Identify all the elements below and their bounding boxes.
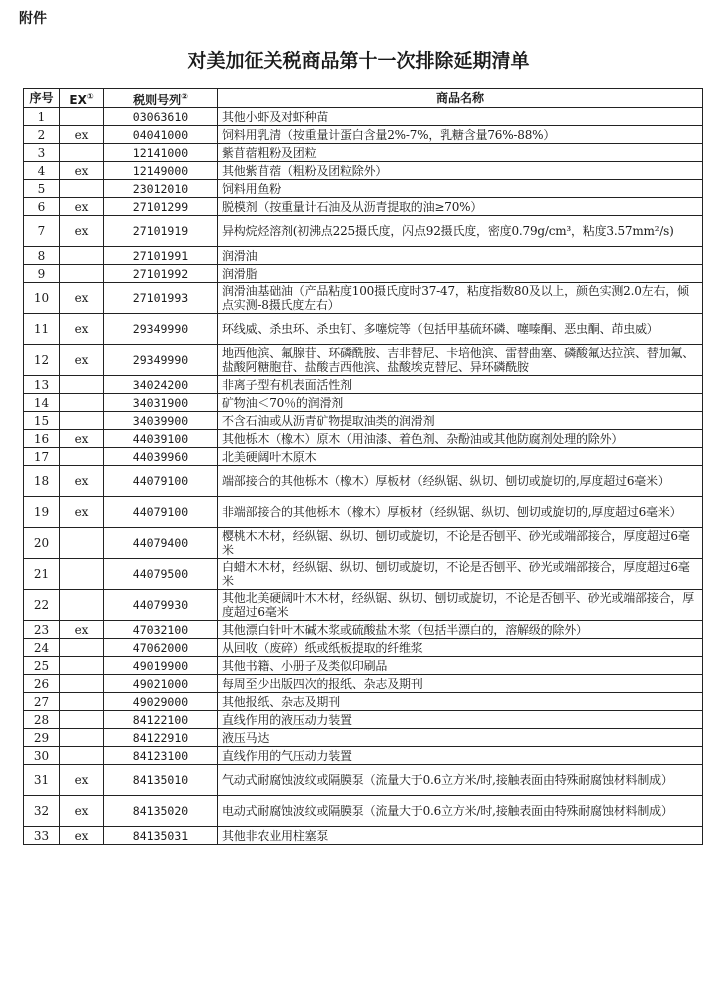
row-index: 25 xyxy=(24,657,60,675)
row-tariff-code: 44039100 xyxy=(104,430,218,448)
row-ex-flag: ex xyxy=(60,466,104,497)
table-row xyxy=(24,497,703,528)
table-row xyxy=(24,376,703,394)
row-tariff-code: 27101299 xyxy=(104,198,218,216)
row-index: 4 xyxy=(24,162,60,180)
table-row xyxy=(24,247,703,265)
row-ex-flag xyxy=(60,711,104,729)
row-tariff-code: 47062000 xyxy=(104,639,218,657)
table-row xyxy=(24,729,703,747)
row-index: 17 xyxy=(24,448,60,466)
row-index: 16 xyxy=(24,430,60,448)
row-tariff-code: 44039960 xyxy=(104,448,218,466)
row-ex-flag xyxy=(60,639,104,657)
header-ex xyxy=(60,89,104,108)
row-ex-flag: ex xyxy=(60,198,104,216)
table-row xyxy=(24,528,703,559)
row-ex-flag xyxy=(60,675,104,693)
row-index: 20 xyxy=(24,528,60,559)
table-header-row xyxy=(24,89,703,108)
row-tariff-code: 84122910 xyxy=(104,729,218,747)
table-body xyxy=(24,108,703,845)
row-product-name: 从回收（废碎）纸或纸板提取的纤维浆 xyxy=(218,639,703,657)
row-ex-flag xyxy=(60,376,104,394)
row-tariff-code: 27101992 xyxy=(104,265,218,283)
row-product-name: 其他非农业用柱塞泵 xyxy=(218,827,703,845)
row-product-name: 矿物油＜70％的润滑剂 xyxy=(218,394,703,412)
table-row xyxy=(24,559,703,590)
row-product-name: 其他北美硬阔叶木木材，经纵锯、纵切、刨切或旋切，不论是否刨平、砂光或端部接合，厚度超过6毫米 xyxy=(218,590,703,621)
row-tariff-code: 44079100 xyxy=(104,497,218,528)
row-tariff-code: 84122100 xyxy=(104,711,218,729)
row-index: 24 xyxy=(24,639,60,657)
table-row xyxy=(24,126,703,144)
row-index: 15 xyxy=(24,412,60,430)
row-tariff-code: 49029000 xyxy=(104,693,218,711)
row-ex-flag: ex xyxy=(60,796,104,827)
row-tariff-code: 27101993 xyxy=(104,283,218,314)
row-ex-flag xyxy=(60,412,104,430)
row-product-name: 地西他滨、氟腺苷、环磷酰胺、吉非替尼、卡培他滨、雷替曲塞、磷酸氟达拉滨、替加氟、盐酸阿糖胞苷、盐酸吉西他滨、盐酸埃克替尼、异环磷酰胺 xyxy=(218,345,703,376)
table-row xyxy=(24,265,703,283)
table-row xyxy=(24,693,703,711)
page-title: 对美加征关税商品第十一次排除延期清单 xyxy=(187,50,530,72)
row-ex-flag: ex xyxy=(60,621,104,639)
row-product-name: 液压马达 xyxy=(218,729,703,747)
table-row xyxy=(24,345,703,376)
row-tariff-code: 12141000 xyxy=(104,144,218,162)
header-ex-label: EX xyxy=(69,92,87,107)
row-product-name: 其他报纸、杂志及期刊 xyxy=(218,693,703,711)
row-ex-flag: ex xyxy=(60,283,104,314)
table-row xyxy=(24,657,703,675)
row-product-name: 其他小虾及对虾种苗 xyxy=(218,108,703,126)
row-tariff-code: 49021000 xyxy=(104,675,218,693)
row-tariff-code: 44079500 xyxy=(104,559,218,590)
header-index: 序号 xyxy=(24,89,60,108)
row-index: 3 xyxy=(24,144,60,162)
row-tariff-code: 49019900 xyxy=(104,657,218,675)
row-tariff-code: 44079930 xyxy=(104,590,218,621)
row-ex-flag xyxy=(60,693,104,711)
row-index: 9 xyxy=(24,265,60,283)
table-row xyxy=(24,198,703,216)
row-tariff-code: 34039900 xyxy=(104,412,218,430)
row-tariff-code: 34024200 xyxy=(104,376,218,394)
table-row xyxy=(24,675,703,693)
row-product-name: 北美硬阔叶木原木 xyxy=(218,448,703,466)
row-index: 5 xyxy=(24,180,60,198)
row-ex-flag: ex xyxy=(60,126,104,144)
row-product-name: 樱桃木木材，经纵锯、纵切、刨切或旋切，不论是否刨平、砂光或端部接合，厚度超过6毫米 xyxy=(218,528,703,559)
table-row xyxy=(24,765,703,796)
row-ex-flag xyxy=(60,247,104,265)
row-ex-flag: ex xyxy=(60,345,104,376)
row-index: 21 xyxy=(24,559,60,590)
row-tariff-code: 44079400 xyxy=(104,528,218,559)
row-index: 33 xyxy=(24,827,60,845)
row-ex-flag xyxy=(60,180,104,198)
row-index: 8 xyxy=(24,247,60,265)
table-row xyxy=(24,796,703,827)
row-product-name: 环线威、杀虫环、杀虫钉、多噻烷等（包括甲基硫环磷、噻嗪酮、恶虫酮、茚虫威） xyxy=(218,314,703,345)
row-tariff-code: 27101991 xyxy=(104,247,218,265)
table-row xyxy=(24,639,703,657)
row-product-name: 直线作用的气压动力装置 xyxy=(218,747,703,765)
row-index: 7 xyxy=(24,216,60,247)
row-product-name: 非端部接合的其他栎木（橡木）厚板材（经纵锯、纵切、刨切或旋切的,厚度超过6毫米） xyxy=(218,497,703,528)
row-product-name: 其他栎木（橡木）原木（用油漆、着色剂、杂酚油或其他防腐剂处理的除外） xyxy=(218,430,703,448)
row-ex-flag xyxy=(60,144,104,162)
row-tariff-code: 29349990 xyxy=(104,314,218,345)
row-tariff-code: 84135010 xyxy=(104,765,218,796)
row-product-name: 润滑脂 xyxy=(218,265,703,283)
row-product-name: 润滑油 xyxy=(218,247,703,265)
row-index: 30 xyxy=(24,747,60,765)
table-row xyxy=(24,466,703,497)
row-product-name: 非离子型有机表面活性剂 xyxy=(218,376,703,394)
row-product-name: 气动式耐腐蚀波纹或隔膜泵（流量大于0.6立方米/时,接触表面由特殊耐腐蚀材料制成） xyxy=(218,765,703,796)
row-tariff-code: 03063610 xyxy=(104,108,218,126)
table-row xyxy=(24,394,703,412)
table-row xyxy=(24,283,703,314)
row-ex-flag xyxy=(60,559,104,590)
row-index: 22 xyxy=(24,590,60,621)
row-ex-flag xyxy=(60,448,104,466)
exclusion-list-table xyxy=(23,88,703,845)
row-tariff-code: 84135031 xyxy=(104,827,218,845)
row-ex-flag: ex xyxy=(60,497,104,528)
row-tariff-code: 23012010 xyxy=(104,180,218,198)
row-tariff-code: 27101919 xyxy=(104,216,218,247)
row-index: 19 xyxy=(24,497,60,528)
header-ex-footnote: ① xyxy=(86,91,94,101)
row-product-name: 不含石油或从沥青矿物提取油类的润滑剂 xyxy=(218,412,703,430)
row-index: 29 xyxy=(24,729,60,747)
row-tariff-code: 44079100 xyxy=(104,466,218,497)
row-index: 13 xyxy=(24,376,60,394)
row-product-name: 其他紫苜蓿（粗粉及团粒除外） xyxy=(218,162,703,180)
table-row xyxy=(24,621,703,639)
row-ex-flag xyxy=(60,747,104,765)
row-tariff-code: 84135020 xyxy=(104,796,218,827)
table-row xyxy=(24,216,703,247)
row-product-name: 每周至少出版四次的报纸、杂志及期刊 xyxy=(218,675,703,693)
row-ex-flag: ex xyxy=(60,765,104,796)
row-ex-flag: ex xyxy=(60,314,104,345)
row-tariff-code: 04041000 xyxy=(104,126,218,144)
row-product-name: 白蜡木木材，经纵锯、纵切、刨切或旋切，不论是否刨平、砂光或端部接合，厚度超过6毫米 xyxy=(218,559,703,590)
row-product-name: 饲料用乳清（按重量计蛋白含量2%-7%，乳糖含量76%-88%） xyxy=(218,126,703,144)
row-index: 1 xyxy=(24,108,60,126)
header-code-footnote: ② xyxy=(181,91,188,101)
row-ex-flag: ex xyxy=(60,216,104,247)
row-ex-flag: ex xyxy=(60,430,104,448)
row-tariff-code: 12149000 xyxy=(104,162,218,180)
table-row xyxy=(24,314,703,345)
row-product-name: 端部接合的其他栎木（橡木）厚板材（经纵锯、纵切、刨切或旋切的,厚度超过6毫米） xyxy=(218,466,703,497)
row-index: 10 xyxy=(24,283,60,314)
row-product-name: 电动式耐腐蚀波纹或隔膜泵（流量大于0.6立方米/时,接触表面由特殊耐腐蚀材料制成） xyxy=(218,796,703,827)
row-index: 23 xyxy=(24,621,60,639)
row-index: 28 xyxy=(24,711,60,729)
row-product-name: 脱模剂（按重量计石油及从沥青提取的油≥70%） xyxy=(218,198,703,216)
table-row xyxy=(24,711,703,729)
table-row xyxy=(24,144,703,162)
row-ex-flag xyxy=(60,528,104,559)
table-row xyxy=(24,590,703,621)
row-product-name: 异构烷烃溶剂(初沸点225摄氏度，闪点92摄氏度，密度0.79g/cm³，粘度3.57mm²/s) xyxy=(218,216,703,247)
table-row xyxy=(24,108,703,126)
row-ex-flag xyxy=(60,590,104,621)
header-code xyxy=(104,89,218,108)
row-tariff-code: 84123100 xyxy=(104,747,218,765)
table-row xyxy=(24,430,703,448)
table-row xyxy=(24,412,703,430)
header-code-label: 税则号列 xyxy=(133,92,182,107)
row-ex-flag xyxy=(60,265,104,283)
row-product-name: 其他漂白针叶木碱木浆或硫酸盐木浆（包括半漂白的，溶解级的除外） xyxy=(218,621,703,639)
row-index: 6 xyxy=(24,198,60,216)
row-index: 27 xyxy=(24,693,60,711)
row-index: 12 xyxy=(24,345,60,376)
row-tariff-code: 34031900 xyxy=(104,394,218,412)
table-row xyxy=(24,180,703,198)
row-index: 2 xyxy=(24,126,60,144)
row-index: 18 xyxy=(24,466,60,497)
row-ex-flag xyxy=(60,108,104,126)
row-product-name: 紫苜蓿粗粉及团粒 xyxy=(218,144,703,162)
row-index: 32 xyxy=(24,796,60,827)
row-ex-flag xyxy=(60,394,104,412)
row-index: 11 xyxy=(24,314,60,345)
row-index: 26 xyxy=(24,675,60,693)
row-ex-flag: ex xyxy=(60,827,104,845)
table-row xyxy=(24,448,703,466)
row-product-name: 饲料用鱼粉 xyxy=(218,180,703,198)
row-tariff-code: 29349990 xyxy=(104,345,218,376)
row-ex-flag xyxy=(60,729,104,747)
row-product-name: 其他书籍、小册子及类似印刷品 xyxy=(218,657,703,675)
attachment-label: 附件 xyxy=(19,11,47,27)
row-ex-flag: ex xyxy=(60,162,104,180)
row-product-name: 直线作用的液压动力装置 xyxy=(218,711,703,729)
table-row xyxy=(24,827,703,845)
row-product-name: 润滑油基础油（产品粘度100摄氏度时37-47，粘度指数80及以上，颜色实测2.0左右，倾点实测-8摄氏度左右） xyxy=(218,283,703,314)
table-row xyxy=(24,747,703,765)
row-tariff-code: 47032100 xyxy=(104,621,218,639)
row-index: 14 xyxy=(24,394,60,412)
table-row xyxy=(24,162,703,180)
header-name: 商品名称 xyxy=(218,89,703,108)
row-ex-flag xyxy=(60,657,104,675)
row-index: 31 xyxy=(24,765,60,796)
